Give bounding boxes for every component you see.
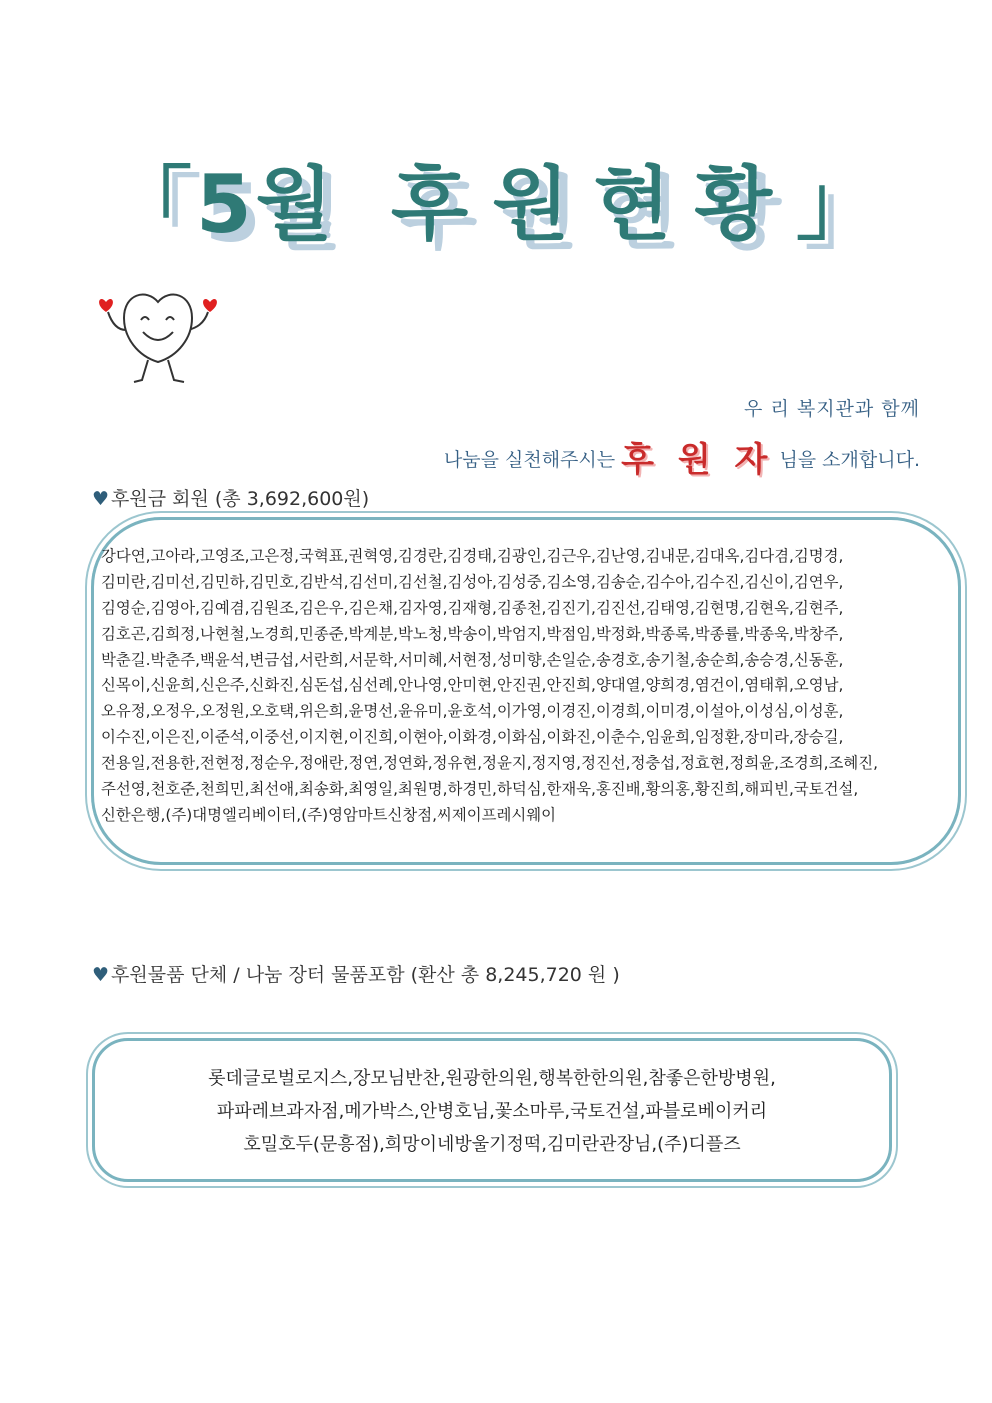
org-line: 호밀호두(문흥점),희망이네방울기정떡,김미란관장님,(주)디플즈: [243, 1134, 741, 1155]
donation-members-heading-text: 후원금 회원 (총 3,692,600원): [111, 488, 370, 510]
goods-donors-list: [92, 1062, 892, 1161]
donor-line: 박춘길.박춘주,백윤석,변금섭,서란희,서문학,서미혜,서현정,성미향,손일순,송경호,송기철,송순희,송승경,신동훈,: [101, 650, 844, 669]
org-line: 롯데글로벌로지스,장모님반찬,원광한의원,행복한한의원,참좋은한방병원,: [208, 1068, 776, 1089]
donor-line: 주선영,천호준,천희민,최선애,최송화,최영일,최원명,하경민,하덕심,한재욱,홍진배,황의홍,황진희,해피빈,국토건설,: [101, 780, 859, 799]
intro-line-2-suffix: 님을 소개합니다.: [779, 449, 920, 471]
donor-line: 김호곤,김희정,나현철,노경희,민종준,박계분,박노청,박송이,박엄지,박점임,박정화,박종록,박종률,박종욱,박창주,: [101, 624, 844, 643]
intro-line-2: [444, 432, 920, 481]
donor-line: 강다연,고아라,고영조,고은정,국혁표,권혁영,김경란,김경태,김광인,김근우,김난영,김내문,김대옥,김다겸,김명경,: [101, 547, 844, 565]
donor-line: 신목이,신윤희,신은주,신화진,심돈섭,심선례,안나영,안미현,안진권,안진희,양대열,양희경,염건이,염태휘,오영남,: [101, 676, 844, 695]
intro-highlight-donor: 후 원 자: [621, 440, 774, 480]
heart-icon: ♥: [92, 488, 110, 510]
donor-line: 전용일,전용한,전현정,정순우,정애란,정연,정연화,정유현,정윤지,정지영,정진선,정충섭,정효현,정희윤,조경희,조혜진,: [101, 754, 879, 773]
donation-members-heading: [92, 484, 369, 511]
donor-line: 신한은행,(주)대명엘리베이터,(주)영암마트신창점,씨제이프레시웨이: [101, 805, 556, 824]
title-bracket-right: 」: [796, 158, 881, 251]
smiling-heart-mascot-icon: [98, 290, 228, 390]
org-line: 파파레브과자점,메가박스,안병호님,꽃소마루,국토건설,파블로베이커리: [216, 1101, 768, 1122]
donor-line: 오유정,오정우,오정원,오호택,위은희,윤명선,윤유미,윤호석,이가영,이경진,이경희,이미경,이설아,이성심,이성훈,: [101, 702, 844, 721]
goods-donors-heading: [92, 960, 620, 987]
donor-line: 김미란,김미선,김민하,김민호,김반석,김선미,김선철,김성아,김성중,김소영,김송순,김수아,김수진,김신이,김연우,: [101, 572, 844, 591]
donor-line: 이수진,이은진,이준석,이중선,이지현,이진희,이현아,이화경,이화심,이화진,이춘수,임윤희,임정환,장미라,장승길,: [101, 728, 844, 747]
title-bracket-left: 「: [111, 158, 196, 251]
intro-line-2-prefix: 나눔을 실천해주시는: [443, 449, 616, 471]
donation-members-list: [101, 544, 951, 829]
page-title: [0, 140, 992, 250]
goods-donors-heading-text: 후원물품 단체 / 나눔 장터 물품포함 (환산 총 8,245,720 원 ): [111, 964, 620, 986]
donor-line: 김영순,김영아,김예겸,김원조,김은우,김은채,김자영,김재형,김종천,김진기,김진선,김태영,김현명,김현옥,김현주,: [101, 598, 844, 617]
title-month: 5월: [195, 158, 337, 251]
title-word: 후원현황: [390, 158, 797, 251]
heart-icon: ♥: [92, 964, 110, 986]
intro-line-1: 우 리 복지관과 함께: [744, 398, 920, 420]
